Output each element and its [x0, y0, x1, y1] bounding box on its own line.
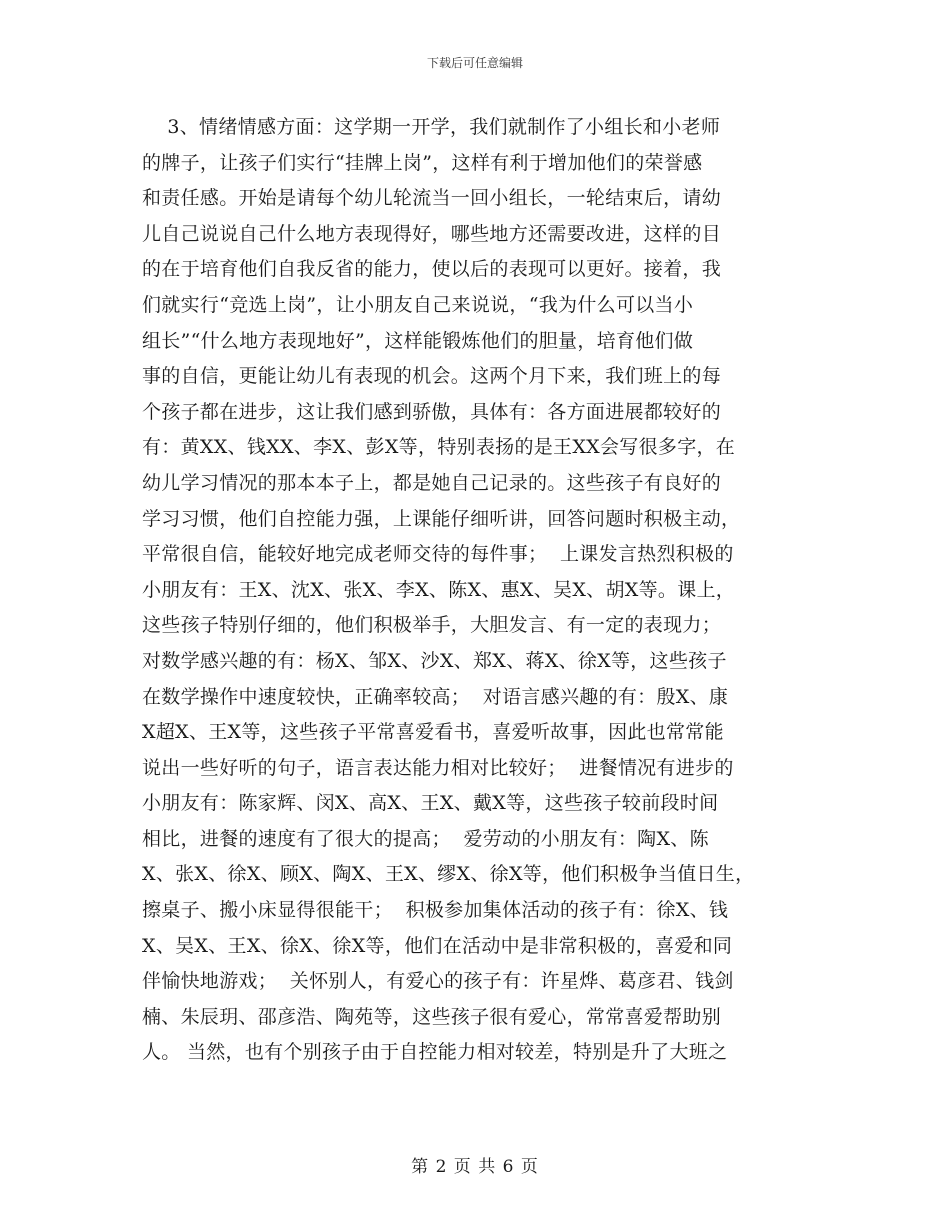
text-line: 伴愉快地游戏； 关怀别人，有爱心的孩子有：许星烨、葛彦君、钱剑: [142, 970, 734, 993]
text-line: 在数学操作中速度较快，正确率较高； 对语言感兴趣的有：殷X、康: [142, 685, 729, 708]
text-line: 事的自信，更能让幼儿有表现的机会。这两个月下来，我们班上的每: [142, 365, 722, 388]
text-line: 组长”“什么地方表现地好”，这样能锻炼他们的胆量，培育他们做: [142, 329, 694, 352]
text-line: 学习习惯，他们自控能力强，上课能仔细听讲，回答问题时积极主动，: [142, 507, 741, 530]
text-line: 擦桌子、搬小床显得很能干； 积极参加集体活动的孩子有：徐X、钱: [142, 899, 729, 922]
text-line: 说出一些好听的句子，语言表达能力相对比较好； 进餐情况有进步的: [142, 756, 734, 779]
text-line: 有：黄XX、钱XX、李X、彭X等，特别表扬的是王XX会写很多字，在: [142, 436, 736, 459]
text-line: 小朋友有：陈家辉、闵X、高X、王X、戴X等，这些孩子较前段时间: [142, 792, 719, 815]
body-text: [142, 110, 822, 1071]
text-line: 相比，进餐的速度有了很大的提高； 爱劳动的小朋友有：陶X、陈: [142, 827, 709, 850]
text-line: 儿自己说说自己什么地方表现得好，哪些地方还需要改进，这样的目: [142, 222, 722, 245]
text-line: 的在于培育他们自我反省的能力，使以后的表现可以更好。接着，我: [142, 258, 722, 281]
text-line: 对数学感兴趣的有：杨X、邹X、沙X、郑X、蒋X、徐X等，这些孩子: [142, 649, 727, 672]
text-line: 个孩子都在进步，这让我们感到骄傲，具体有：各方面进展都较好的: [142, 400, 722, 423]
text-line: X超X、王X等，这些孩子平常喜爱看书，喜爱听故事，因此也常常能: [142, 721, 724, 744]
text-line: 们就实行“竞选上岗”，让小朋友自己来说说，“我为什么可以当小: [142, 293, 694, 316]
text-line: 和责任感。开始是请每个幼儿轮流当一回小组长，一轮结束后，请幼: [142, 187, 722, 210]
text-line: 的牌子，让孩子们实行“挂牌上岗”，这样有利于增加他们的荣誉感: [142, 151, 703, 174]
page-header: 下载后可任意编辑: [426, 56, 523, 70]
text-line: 平常很自信，能较好地完成老师交待的每件事； 上课发言热烈积极的: [142, 543, 734, 566]
text-line: X、张X、徐X、顾X、陶X、王X、缪X、徐X等，他们积极争当值日生，: [142, 863, 755, 886]
text-line: 3、情绪情感方面：这学期一开学，我们就制作了小组长和小老师: [142, 116, 721, 138]
text-line: 幼儿学习情况的那本本子上，都是她自己记录的。这些孩子有良好的: [142, 471, 722, 494]
text-line: 这些孩子特别仔细的，他们积极举手，大胆发言、有一定的表现力；: [142, 614, 722, 637]
page-number-footer: 第 2 页 共 6 页: [411, 1157, 539, 1177]
text-line: 人。 当然，也有个别孩子由于自控能力相对较差，特别是升了大班之: [142, 1041, 728, 1064]
text-line: 小朋友有：王X、沈X、张X、李X、陈X、惠X、吴X、胡X等。课上，: [142, 578, 736, 601]
text-line: 楠、朱辰玥、邵彦浩、陶苑等，这些孩子很有爱心，常常喜爱帮助别: [142, 1005, 722, 1028]
text-line: X、吴X、王X、徐X、徐X等，他们在活动中是非常积极的，喜爱和同: [142, 934, 733, 957]
